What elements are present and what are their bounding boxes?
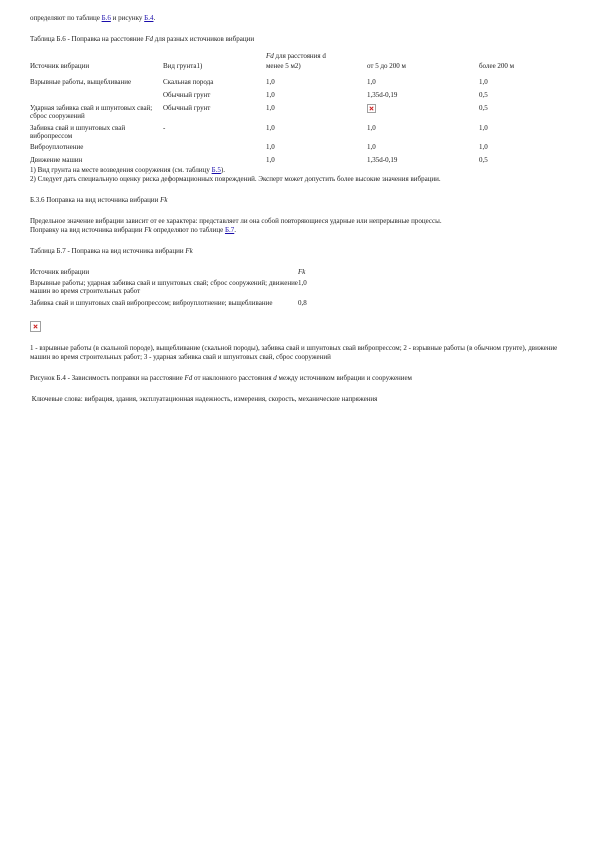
table-b7 xyxy=(30,268,358,307)
header-cell: Источник вибрации xyxy=(30,62,90,70)
table-row: Забивка свай и шпунтовых свай вибропрессом - 1,0 1,0 1,0 xyxy=(30,124,488,140)
table-row: Виброуплотнение 1,0 1,0 1,0 xyxy=(30,143,488,151)
header-cell: более 200 м xyxy=(479,62,515,70)
figure-image xyxy=(30,321,570,334)
figure-caption: Рисунок Б.4 - Зависимость поправки на расстояние Fd от наклонного расстояния d между источником вибрации и сооружением xyxy=(30,374,412,382)
header-cell: менее 5 м2) xyxy=(266,62,301,70)
table-b6 xyxy=(30,52,569,166)
document-page xyxy=(30,14,570,404)
table-b6-link[interactable]: Б.6 xyxy=(101,14,111,22)
table-b7-caption: Таблица Б.7 - Поправка на вид источника вибрации Fk xyxy=(30,247,193,255)
section-paragraph: Предельное значение вибрации зависит от ее характера: представляет ли она собой повторяющиеся ударные или непрерывные процессы. xyxy=(30,217,442,225)
table-row: Взрывные работы; ударная забивка свай и шпунтовых свай; сброс сооружений; движение машин во время строительных работ 1,0 xyxy=(30,279,307,295)
section-heading: Б.3.6 Поправка на вид источника вибрации Fk xyxy=(30,196,168,204)
header-cell: Источник вибрации xyxy=(30,268,90,276)
figure-b4-link[interactable]: Б.4 xyxy=(144,14,154,22)
header-cell: от 5 до 200 м xyxy=(367,62,406,70)
section-paragraph: Поправку на вид источника вибрации Fk определяют по таблице Б.7. xyxy=(30,226,236,234)
table-b6-caption: Таблица Б.6 - Поправка на расстояние Fd для разных источников вибрации xyxy=(30,35,255,43)
header-cell: Вид грунта1) xyxy=(163,62,203,70)
keywords-line: Ключевые слова: вибрация, здания, эксплуатационная надежность, измерения, скорость, механические напряжения xyxy=(30,395,378,403)
table-header-row xyxy=(30,268,358,279)
broken-image-icon xyxy=(367,104,376,113)
table-row: Ударная забивка свай и шпунтовых свай; сброс сооружений Обычный грунт 1,0 0,5 xyxy=(30,104,488,120)
figure-legend: 1 - взрывные работы (в скальной породе), выщебливание (скальной породы), забивка свай и шпунтовых свай вибропрессом; 2 - взрывные работы (в обычном грунте), движение машин во время строительных работ; 3 - ударная забивка свай и шпунтовых свай, сброс сооружений xyxy=(30,344,558,361)
table-row: Взрывные работы, выщебливание Скальная порода 1,0 1,0 1,0 xyxy=(30,78,488,86)
table-header-row xyxy=(30,62,569,75)
broken-image-icon xyxy=(30,321,41,332)
intro-line: определяют по таблице Б.6 и рисунку Б.4. xyxy=(30,14,156,22)
table-row: Движение машин 1,0 1,35d-0,19 0,5 xyxy=(30,156,488,164)
table-b5-link[interactable]: Б.5 xyxy=(211,166,221,174)
table-row: Забивка свай и шпунтовых свай вибропрессом; виброуплотнение; выщебливание 0,8 xyxy=(30,299,307,307)
table-b7-link[interactable]: Б.7 xyxy=(224,226,235,234)
header-cell: Fk xyxy=(298,268,306,276)
table-note-2: 2) Следует дать специальную оценку риска деформационных повреждений. Эксперт может допустить более высокие значения вибрации. xyxy=(30,175,441,183)
table-note-1: 1) Вид грунта на месте возведения сооружения (см. таблицу Б.5). xyxy=(30,166,225,174)
table-header-row: Fd для расстояния d xyxy=(266,52,326,60)
table-row: Обычный грунт 1,0 1,35d-0,19 0,5 xyxy=(163,91,488,99)
